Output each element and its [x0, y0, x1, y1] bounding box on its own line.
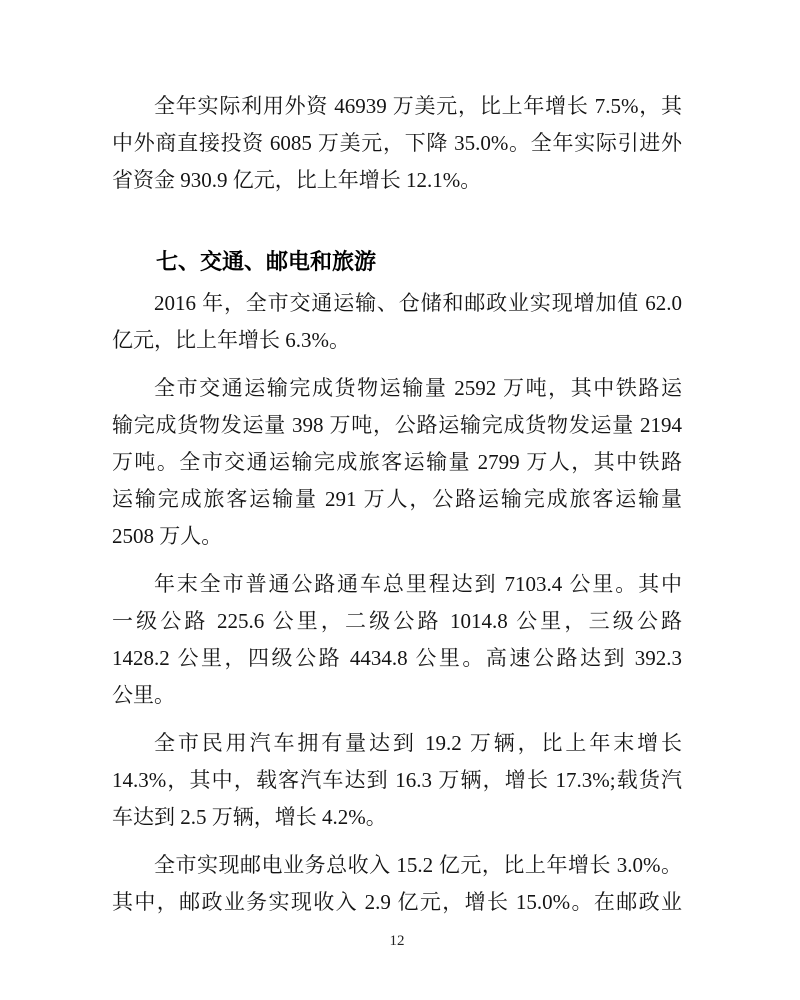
- paragraph-civil-vehicles: [112, 725, 682, 836]
- text-line: 全市民用汽车拥有量达到 19.2 万辆，比上年末增长: [154, 731, 682, 755]
- paragraph-added-value: [112, 285, 682, 359]
- text-line: 1428.2 公里，四级公路 4434.8 公里。高速公路达到 392.3: [112, 646, 682, 670]
- paragraph-post-telecom: [112, 847, 682, 921]
- text-line: 其中，邮政业务实现收入 2.9 亿元，增长 15.0%。在邮政业: [112, 890, 682, 914]
- page-number: 12: [389, 933, 405, 949]
- text-line: 万吨。全市交通运输完成旅客运输量 2799 万人，其中铁路: [112, 450, 682, 474]
- text-line: 年末全市普通公路通车总里程达到 7103.4 公里。其中: [154, 572, 682, 596]
- text-line: 亿元，比上年增长 6.3%。: [112, 328, 350, 352]
- text-line: 公里。: [112, 683, 175, 707]
- text-line: 车达到 2.5 万辆，增长 4.2%。: [112, 805, 387, 829]
- text-line: 全年实际利用外资 46939 万美元，比上年增长 7.5%，其: [154, 94, 682, 118]
- section-heading: 七、交通、邮电和旅游: [156, 249, 377, 274]
- text-line: 一级公路 225.6 公里，二级公路 1014.8 公里，三级公路: [112, 609, 682, 633]
- text-line: 全市实现邮电业务总收入 15.2 亿元，比上年增长 3.0%。: [154, 853, 682, 877]
- text-line: 运输完成旅客运输量 291 万人，公路运输完成旅客运输量: [112, 487, 682, 511]
- text-line: 2016 年，全市交通运输、仓储和邮政业实现增加值 62.0: [154, 291, 682, 315]
- text-line: 全市交通运输完成货物运输量 2592 万吨，其中铁路运: [154, 376, 682, 400]
- text-line: 中外商直接投资 6085 万美元，下降 35.0%。全年实际引进外: [112, 131, 682, 155]
- text-line: 省资金 930.9 亿元，比上年增长 12.1%。: [112, 168, 482, 192]
- paragraph-freight-passenger: [112, 370, 682, 555]
- paragraph-highway-mileage: [112, 566, 682, 714]
- text-line: 输完成货物发运量 398 万吨，公路运输完成货物发运量 2194: [112, 413, 682, 437]
- text-line: 2508 万人。: [112, 524, 223, 548]
- paragraph-foreign-capital: [112, 88, 682, 199]
- text-line: 14.3%，其中，载客汽车达到 16.3 万辆，增长 17.3%;载货汽: [112, 768, 682, 792]
